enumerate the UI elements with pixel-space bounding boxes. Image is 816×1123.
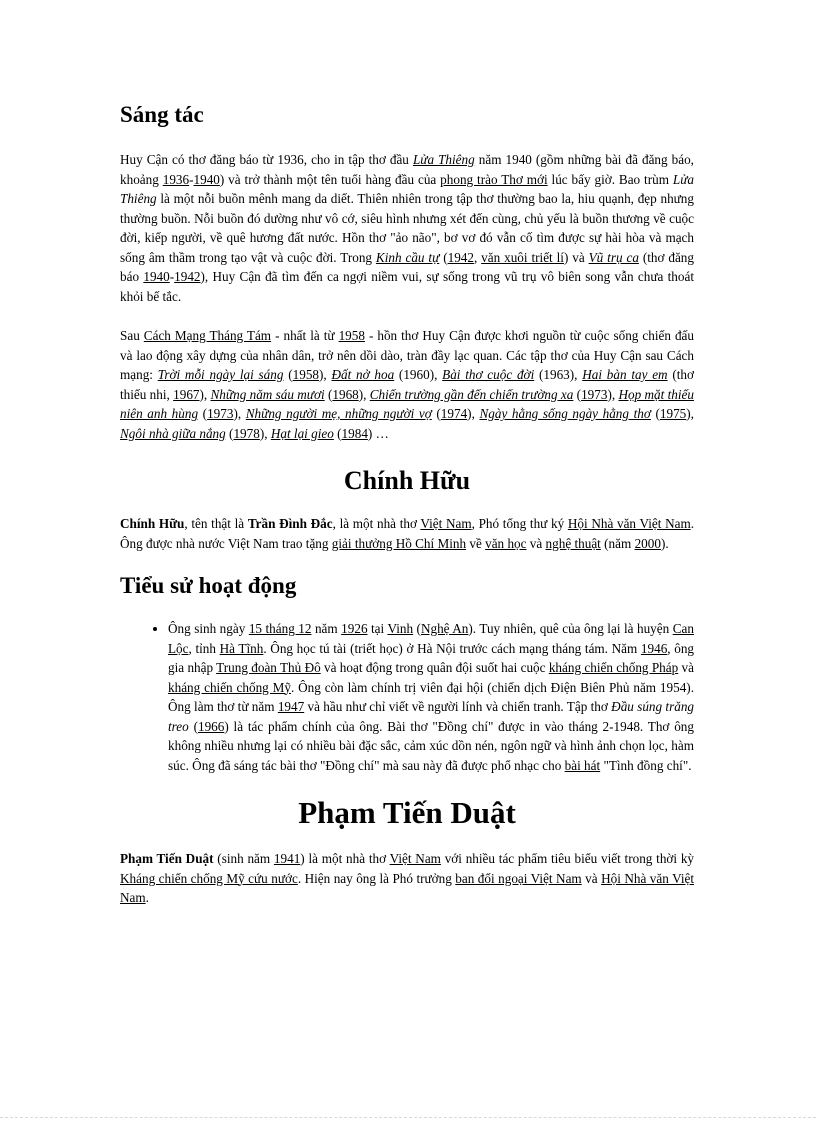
text: . Ông còn làm chính trị viên đại hội (chiến dịch Điện Biên Phủ năm 1954). Ông làm thơ từ năm [168, 679, 694, 714]
paragraph-chinh-huu-intro [120, 514, 694, 553]
link-1975[interactable]: 1975 [659, 406, 687, 421]
text: . [145, 890, 149, 905]
text: và hoạt động trong quân đội suốt hai cuộc [320, 660, 549, 675]
text: "Tình đồng chí". [600, 757, 692, 773]
link-2000[interactable]: 2000 [634, 535, 661, 551]
paragraph-sang-tac-1 [120, 150, 694, 306]
link-nhung-nguoi-me-nhung-nguoi-vo[interactable]: Những người mẹ, những người vợ [245, 406, 432, 421]
bio-list [120, 619, 694, 775]
bold-chinh-huu: Chính Hữu [120, 516, 185, 531]
link-hop-mat-thieu-nien-anh-hung[interactable]: Họp mặt thiếu niên anh hùng [120, 386, 694, 421]
text: ), [233, 406, 246, 421]
page-title-chinh-huu: Chính Hữu [343, 466, 471, 495]
text: , Phó tổng thư ký [471, 516, 568, 531]
link-vu-tru-ca[interactable]: Vũ trụ ca [588, 249, 639, 265]
text: ( [324, 386, 333, 402]
link-1958[interactable]: 1958 [338, 328, 365, 343]
link-giai-thuong-ho-chi-minh[interactable]: giải thưởng Hồ Chí Minh [331, 535, 467, 551]
link-nhung-nam-sau-muoi[interactable]: Những năm sáu mươi [210, 386, 325, 402]
link-khang-chien-chong-my[interactable]: kháng chiến chống Mỹ [168, 679, 291, 695]
link-1974[interactable]: 1974 [440, 406, 468, 421]
text: ), [467, 406, 480, 421]
paragraph-sang-tac-2 [120, 326, 694, 443]
text: ), [358, 386, 370, 402]
link-1946[interactable]: 1946 [640, 640, 668, 656]
text: ( [333, 425, 342, 441]
text: Ông sinh ngày [168, 621, 249, 636]
text: , là một nhà thơ [332, 516, 421, 531]
link-1968[interactable]: 1968 [332, 386, 359, 402]
text: ). Tuy nhiên, quê của ông lại là huyện [468, 621, 673, 636]
text: (1960), [394, 367, 443, 382]
link-1936[interactable]: 1936 [162, 171, 190, 187]
link-1947[interactable]: 1947 [277, 699, 305, 714]
text: ( [431, 406, 441, 421]
text: , tỉnh [188, 640, 220, 656]
page-title-pham-tien-duat: Phạm Tiến Duật [298, 795, 516, 830]
link-trung-doan-thu-do[interactable]: Trung đoàn Thủ Đô [216, 660, 321, 675]
text: ), [199, 386, 211, 402]
link-ngay-hang-song-ngay-hang-tho[interactable]: Ngày hằng sống ngày hằng thơ [479, 406, 651, 421]
text: , tên thật là [184, 516, 248, 531]
link-1942[interactable]: 1942 [447, 249, 474, 265]
text: (sinh năm [213, 851, 274, 866]
link-bai-hat[interactable]: bài hát [564, 757, 601, 773]
italic-dau-sung-trang-treo: Đầu súng trăng treo [168, 699, 695, 734]
text: (thơ thiếu nhi, [120, 367, 694, 402]
link-1984[interactable]: 1984 [341, 425, 368, 441]
link-phong-trao-tho-moi[interactable]: phong trào Thơ mới [440, 171, 548, 187]
list-item [168, 619, 694, 775]
link-ngoi-nha-giua-nang[interactable]: Ngôi nhà giữa nắng [120, 425, 226, 441]
section-heading-tieu-su-hoat-dong: Tiểu sử hoạt động [120, 573, 297, 598]
link-nghe-thuat[interactable]: nghệ thuật [545, 535, 601, 551]
link-kinh-cau-tu[interactable]: Kinh cầu tự [375, 249, 440, 265]
text: ), [259, 425, 271, 441]
link-1966[interactable]: 1966 [197, 718, 225, 734]
link-vinh[interactable]: Vinh [387, 621, 414, 636]
text: ( [650, 406, 660, 421]
link-troi-moi-ngay-lai-sang[interactable]: Trời mỗi ngày lại sáng [157, 367, 284, 382]
link-cach-mang-thang-tam[interactable]: Cách Mạng Tháng Tám [143, 328, 272, 343]
text: ( [188, 718, 198, 734]
link-viet-nam[interactable]: Việt Nam [420, 516, 472, 531]
link-1926[interactable]: 1926 [341, 621, 368, 636]
text: , ông gia nhập [168, 640, 695, 675]
text: - nhất là từ [271, 328, 339, 343]
link-khang-chien-chong-phap[interactable]: kháng chiến chống Pháp [548, 660, 679, 675]
link-1978[interactable]: 1978 [233, 425, 260, 441]
text: ( [573, 386, 582, 402]
text: ), Huy Cận đã tìm đến ca ngợi niềm vui, sự sống trong vũ trụ vô biên song vẫn chưa thoát khỏi bế tắc. [120, 269, 694, 304]
text: ), [607, 386, 619, 402]
link-1973[interactable]: 1973 [207, 406, 234, 421]
link-hoi-nha-van-viet-nam[interactable]: Hội Nhà văn Việt Nam [120, 870, 694, 905]
text: ( [283, 367, 293, 382]
link-ban-doi-ngoai-viet-nam[interactable]: ban đối ngoại Việt Nam [455, 870, 582, 886]
text: và [581, 870, 602, 886]
paragraph-pham-tien-duat-intro [120, 849, 694, 908]
text: và hầu như chỉ viết về người lính và chiến tranh. Tập thơ [304, 699, 612, 714]
link-1940[interactable]: 1940 [143, 269, 170, 284]
link-1967[interactable]: 1967 [173, 386, 200, 402]
link-1940[interactable]: 1940 [193, 171, 220, 187]
page-bottom-divider [0, 1117, 816, 1118]
text: - hồn thơ Huy Cận được khơi nguồn từ cuộc sống chiến đấu và lao động xây dựng của nhân dân, trở nên dồi dào, tràn đầy lạc quan. Các tập thơ của Huy Cận sau Cách mạng: [120, 328, 695, 382]
link-van-xuoi-triet-li[interactable]: văn xuôi triết lí [481, 249, 564, 265]
text: . Hiện nay ông là Phó trưởng [297, 870, 456, 886]
text: về [466, 535, 486, 551]
document-content [120, 100, 694, 908]
link-chien-truong-gan-den-chien-truong-xa[interactable]: Chiến trường gần đến chiến trường xa [369, 386, 574, 402]
text: ) là tác phẩm chính của ông. Bài thơ "Đồng chí" được in vào tháng 2-1948. Thơ ông không nhiều nhưng lại có nhiều bài đặc sắc, cảm xúc dồn nén, ngôn ngữ và hình ảnh chọn lọc, hàm súc. Ông đã sáng tác bài thơ "Đồng chí" mà sau này đã được phổ nhạc cho [168, 718, 694, 773]
text: ), [319, 367, 332, 382]
text: ) là một nhà thơ [300, 851, 390, 866]
text: (thơ đăng báo [120, 249, 694, 284]
text: . Ông học tú tài (triết học) ở Hà Nội trước cách mạng tháng tám. Năm [263, 640, 641, 656]
text: ) … [367, 425, 389, 441]
text: (năm [600, 535, 635, 551]
bold-tran-dinh-dac: Trần Đình Đắc [247, 516, 333, 531]
text: là một nỗi buồn mênh mang da diết. Thiên nhiên trong tập thơ thường bao la, hiu quạnh, đẹp nhưng thường buồn. Nỗi buồn đó dường như vô cớ, siêu hình nhưng xét đến cùng, chủ yếu là buồn thương về cuộc đời, kiếp người, về quê hương đất nước. Hồn thơ "ảo não", bơ vơ đó vẫn cố tìm được sự hài hòa và mạch sống âm thầm trong tạo vật và cuộc đời. Trong [120, 191, 694, 265]
link-dat-no-hoa[interactable]: Đất nở hoa [331, 367, 395, 382]
link-hat-lai-gieo[interactable]: Hạt lại gieo [270, 425, 334, 441]
text: ) và [563, 249, 589, 265]
text: với nhiều tác phẩm tiêu biểu viết trong thời kỳ [440, 851, 695, 866]
link-lua-thieng[interactable]: Lửa Thiêng [412, 152, 475, 167]
text: ) và trở thành một tên tuổi hàng đầu của [219, 171, 441, 187]
text: ( [225, 425, 234, 441]
text: năm [311, 621, 342, 636]
text: năm 1940 (gồm những bài đã đăng báo, khoảng [120, 152, 694, 187]
link-15-thang-12[interactable]: 15 tháng 12 [248, 621, 312, 636]
text: và [678, 660, 694, 675]
link-1941[interactable]: 1941 [273, 851, 301, 866]
text: (1963), [534, 367, 583, 382]
text: Sau [120, 328, 144, 343]
text: ). [660, 535, 669, 551]
text: ), [686, 406, 694, 421]
link-1958[interactable]: 1958 [292, 367, 319, 382]
link-1942[interactable]: 1942 [174, 269, 201, 284]
text: . Ông được nhà nước Việt Nam trao tặng [120, 516, 694, 551]
text: ( [439, 249, 448, 265]
text: ( [198, 406, 208, 421]
text: - [189, 171, 194, 187]
link-ha-tinh[interactable]: Hà Tĩnh [219, 640, 264, 656]
link-viet-nam[interactable]: Việt Nam [389, 851, 441, 866]
link-nghe-an[interactable]: Nghệ An [420, 621, 469, 636]
text: ( [413, 621, 421, 636]
text: - [169, 269, 175, 284]
link-van-hoc[interactable]: văn học [485, 535, 527, 551]
link-can-loc[interactable]: Can Lộc [168, 621, 694, 656]
link-khang-chien-chong-my-cuu-nuoc[interactable]: Kháng chiến chống Mỹ cứu nước [120, 870, 298, 886]
link-hoi-nha-van-viet-nam[interactable]: Hội Nhà văn Việt Nam [567, 516, 691, 531]
text: lúc bấy giờ. Bao trùm [547, 171, 673, 187]
link-hai-ban-tay-em[interactable]: Hai bàn tay em [582, 367, 668, 382]
text: tại [367, 621, 388, 636]
bold-pham-tien-duat: Phạm Tiến Duật [120, 851, 214, 866]
text: Huy Cận có thơ đăng báo từ 1936, cho in tập thơ đầu [120, 152, 413, 167]
text: và [526, 535, 546, 551]
section-heading-sang-tac: Sáng tác [120, 102, 204, 127]
link-1973[interactable]: 1973 [581, 386, 608, 402]
link-bai-tho-cuoc-doi[interactable]: Bài thơ cuộc đời [442, 367, 535, 382]
text: , [473, 249, 482, 265]
italic-lua-thieng: Lửa Thiêng [120, 171, 694, 206]
